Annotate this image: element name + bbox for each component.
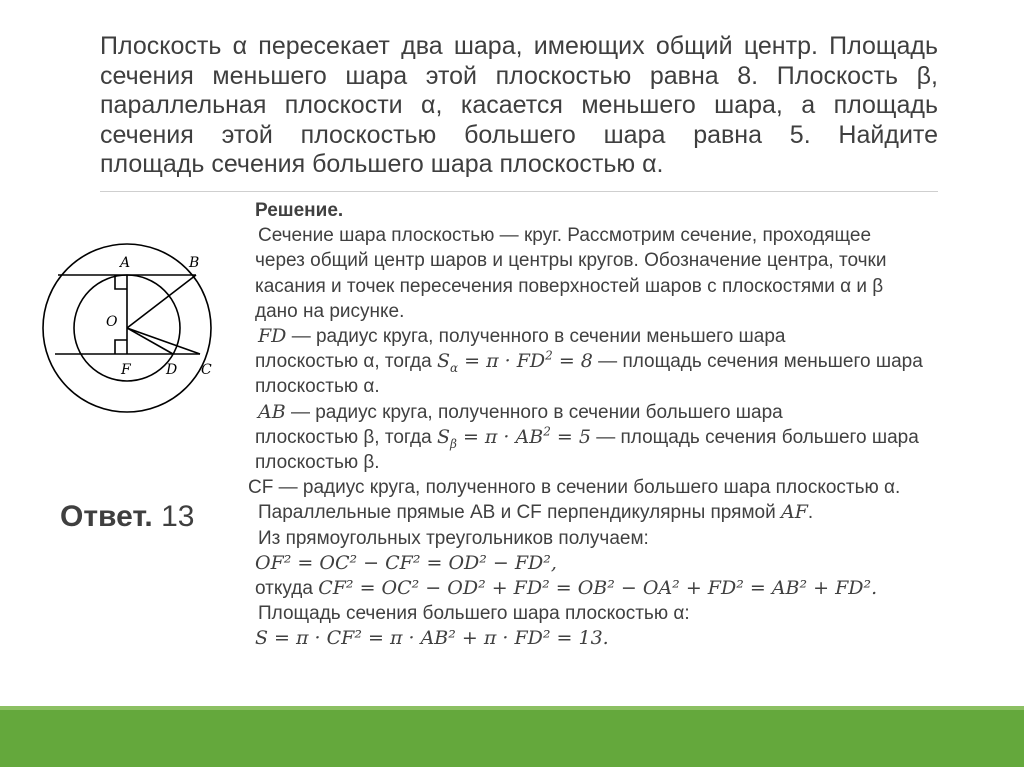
math-formula: $S_\alpha = \pi \cdot FD^2 = 8$	[436, 348, 593, 376]
label-o: O	[106, 314, 118, 330]
math-formula: $S_\beta = \pi \cdot AB^2 = 5$	[436, 424, 591, 451]
solution-line: дано на рисунке.	[255, 300, 405, 322]
problem-line: параллельная плоскости α, касается меньшего шара, а площадь	[100, 91, 938, 119]
problem-line: Плоскость α пересекает два шара, имеющих общий центр. Площадь	[100, 32, 938, 60]
answer	[60, 500, 194, 534]
solution-line: касания и точек пересечения поверхностей шаров с плоскостями α и β	[255, 275, 884, 297]
solution	[248, 198, 1015, 652]
solution-line: через общий центр шаров и центры кругов. Обозначение центра, точки	[255, 250, 887, 272]
segment-ob	[127, 275, 196, 328]
text: — радиус круга, полученного в сечении большего шара	[285, 401, 783, 423]
text: — площадь сечения меньшего шара	[592, 351, 923, 373]
divider	[100, 191, 938, 192]
problem-line: площадь сечения большего шара плоскостью α.	[100, 150, 664, 178]
text: плоскостью α, тогда	[255, 351, 437, 373]
solution-line: Площадь сечения большего шара плоскостью α:	[258, 603, 690, 625]
solution-line: откуда CF² = OC² − OD² + FD² = OB² − OA² + FD² = AB² + FD².	[255, 577, 878, 600]
label-c: C	[201, 362, 212, 378]
math-equation: OF² = OC² − CF² = OD² − FD²,	[255, 551, 557, 574]
math-fd: FD	[258, 325, 287, 348]
solution-line	[255, 400, 1015, 425]
text: плоскостью β, тогда	[255, 426, 437, 448]
footer-bar	[0, 710, 1024, 767]
segment-oc	[127, 328, 200, 354]
math-equation: CF² = OC² − OD² + FD² = OB² − OA² + FD² = AB² + FD².	[318, 577, 878, 600]
problem-line: сечения меньшего шара этой плоскостью равна 8. Плоскость β,	[100, 61, 938, 90]
text: — площадь сечения большего шара	[590, 426, 919, 448]
solution-line: Сечение шара плоскостью — круг. Рассмотрим сечение, проходящее	[258, 225, 872, 247]
right-angle-a	[115, 275, 127, 289]
problem-statement	[100, 32, 938, 180]
geometry-figure	[38, 240, 228, 430]
solution-line: Из прямоугольных треугольников получаем:	[258, 527, 649, 549]
answer-label: Ответ.	[60, 500, 153, 533]
solution-line: плоскостью α.	[255, 376, 380, 398]
segment-od	[127, 328, 173, 354]
solution-line: CF — радиус круга, полученного в сечении большего шара плоскостью α.	[248, 477, 901, 499]
answer-value: 13	[161, 500, 195, 533]
math-equation: S = π · CF² = π · AB² + π · FD² = 13.	[255, 627, 609, 650]
solution-line	[255, 349, 1015, 374]
solution-heading: Решение.	[255, 200, 344, 221]
solution-line: плоскостью β.	[255, 452, 380, 474]
label-d: D	[166, 362, 178, 378]
text: — радиус круга, полученного в сечении меньшего шара	[286, 326, 786, 348]
label-f: F	[121, 362, 131, 378]
problem-line: сечения этой плоскостью большего шара равна 5. Найдите	[100, 120, 938, 149]
solution-line: Параллельные прямые AB и CF перпендикулярны прямой AF.	[258, 501, 814, 524]
solution-line	[255, 324, 1015, 349]
math-ab: AB	[258, 400, 286, 423]
label-a: A	[120, 255, 131, 271]
label-b: B	[189, 255, 200, 271]
right-angle-f	[115, 340, 127, 354]
solution-line	[255, 425, 1015, 450]
